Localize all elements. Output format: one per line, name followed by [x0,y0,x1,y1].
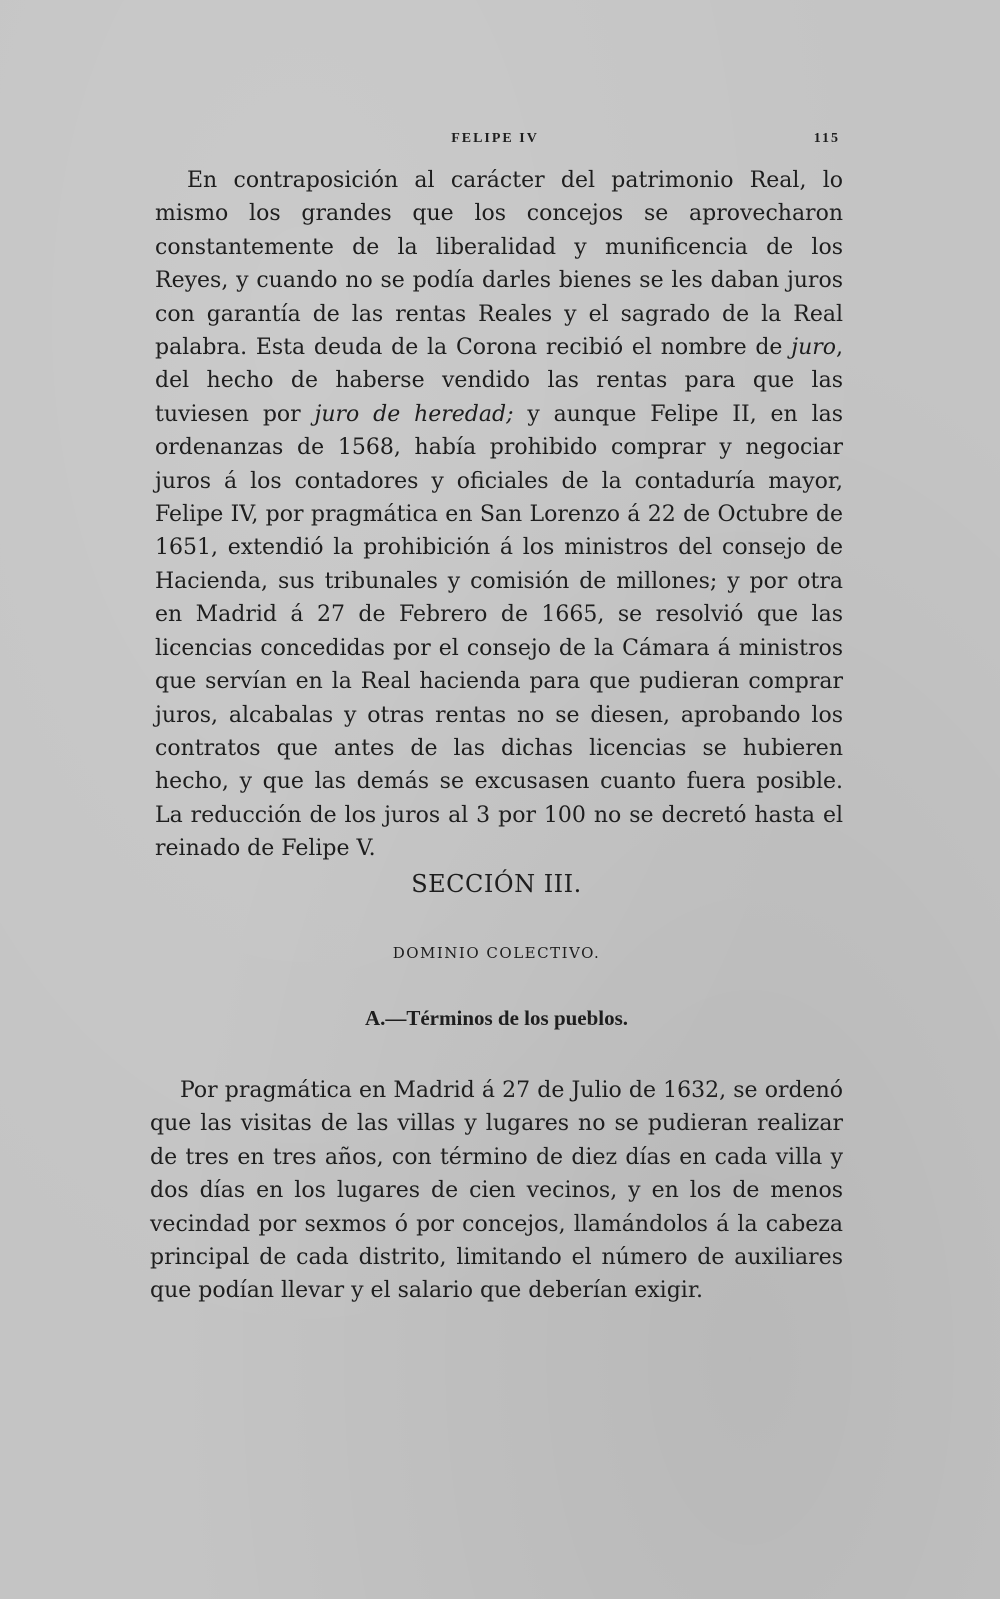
section-title: SECCIÓN III. [411,870,582,898]
paragraph-pragmatica [150,1074,843,1308]
paragraph-text: En contraposición al carácter del patrimonio Real, lo mismo los grandes que los concejos se aprovecharon constantemente de la liberalidad y munificencia de los Reyes, y cuando no se podía darles bienes se les daban juros con garantía de las rentas Reales y el sagrado de la Real palabra. Esta deuda de la Corona recibió el nombre de [155,168,843,361]
paragraph-text: Por pragmática en Madrid á 27 de Julio de 1632, se ordenó que las visitas de las villas y lugares no se pudieran realizar de tres en tres años, con término de diez días en cada villa y dos días en los lugares de cien vecinos, y en los de menos vecindad por sexmos ó por concejos, llamándolos á la cabeza principal de cada distrito, limitando el número de auxiliares que podían llevar y el salario que deberían exigir. [150,1078,843,1304]
paragraph-text: y aunque Felipe II, en las ordenanzas de 1568, había prohibido comprar y negociar juros á los contadores y oficiales de la contaduría mayor, Felipe IV, por pragmática en San Lorenzo á 22 de Octubre de 1651, extendió la prohibición á los ministros del consejo de Hacienda, sus tribunales y comisión de millones; y por otra en Madrid á 27 de Febrero de 1665, se resolvió que las licencias concedidas por el consejo de la Cámara á ministros que servían en la Real hacienda para que pudieran comprar juros, alcabalas y otras rentas no se diesen, aprobando los contratos que antes de las dichas licencias se hubieren hecho, y que las demás se excusasen cuanto fuera posible. La reducción de los juros al 3 por 100 no se decretó hasta el reinado de Felipe V. [155,401,844,862]
page-number: 115 [813,131,840,146]
running-title: FELIPE IV [451,131,539,146]
running-head [150,131,840,151]
section-subtitle: DOMINIO COLECTIVO. [392,944,601,962]
subheading: A.—Términos de los pueblos. [364,1006,629,1030]
italic-term: juro [791,335,837,361]
italic-term: juro de heredad; [314,401,514,427]
paragraph-text: , del hecho de haberse vendido las rentas para que las tuviesen por [155,335,844,427]
paragraph-juros [155,164,843,866]
